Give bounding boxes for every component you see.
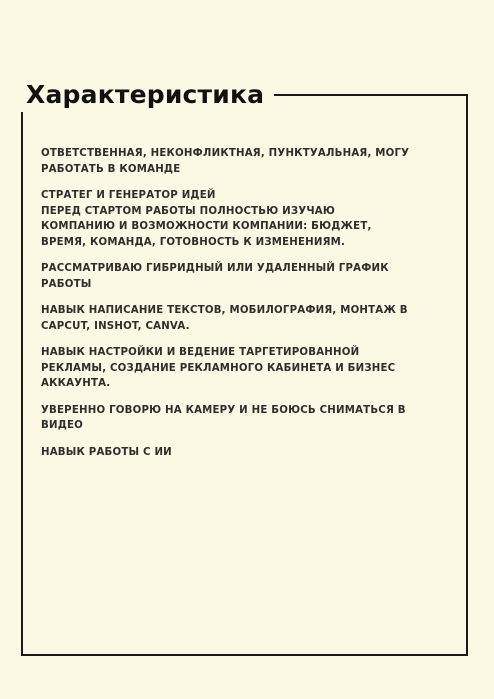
- item-line: CAPCUT, INSHOT, CANVA.: [41, 320, 190, 332]
- list-item: [41, 345, 401, 392]
- list-item: [41, 146, 410, 177]
- item-line: ВИДЕО: [41, 420, 83, 431]
- item-line: ОТВЕТСТВЕННАЯ, НЕКОНФЛИКТНАЯ, ПУНКТУАЛЬНАЯ, МОГУ: [41, 148, 410, 159]
- item-line: РАБОТЫ: [41, 278, 92, 290]
- list-item: [41, 261, 401, 292]
- item-line: РЕКЛАМЫ, СОЗДАНИЕ РЕКЛАМНОГО КАБИНЕТА И БИЗНЕС: [41, 362, 396, 374]
- page-title: Характеристика: [16, 78, 274, 112]
- list-item: [41, 445, 401, 461]
- item-line: НАВЫК НАПИСАНИЕ ТЕКСТОВ, МОБИЛОГРАФИЯ, МОНТАЖ В: [41, 305, 408, 316]
- item-line: УВЕРЕННО ГОВОРЮ НА КАМЕРУ И НЕ БОЮСЬ СНИМАТЬСЯ В: [41, 404, 406, 416]
- characteristics-list: [41, 146, 410, 471]
- item-line: НАВЫК РАБОТЫ С ИИ: [41, 446, 172, 458]
- item-line: НАВЫК НАСТРОЙКИ И ВЕДЕНИЕ ТАРГЕТИРОВАННОЙ: [41, 347, 360, 358]
- item-line: РАБОТАТЬ В КОМАНДЕ: [41, 163, 181, 175]
- item-line: АККАУНТА.: [41, 378, 111, 389]
- item-line: ПЕРЕД СТАРТОМ РАБОТЫ ПОЛНОСТЬЮ ИЗУЧАЮ: [41, 205, 336, 217]
- item-line: СТРАТЕГ И ГЕНЕРАТОР ИДЕЙ: [41, 190, 216, 201]
- list-item: [41, 188, 401, 250]
- list-item: [41, 303, 408, 334]
- item-line: РАССМАТРИВАЮ ГИБРИДНЫЙ ИЛИ УДАЛЕННЫЙ ГРАФИК: [41, 263, 389, 274]
- list-item: [41, 403, 406, 434]
- item-line: ВРЕМЯ, КОМАНДА, ГОТОВНОСТЬ К ИЗМЕНЕНИЯМ.: [41, 236, 346, 248]
- item-line: КОМПАНИЮ И ВОЗМОЖНОСТИ КОМПАНИИ: БЮДЖЕТ,: [41, 221, 372, 232]
